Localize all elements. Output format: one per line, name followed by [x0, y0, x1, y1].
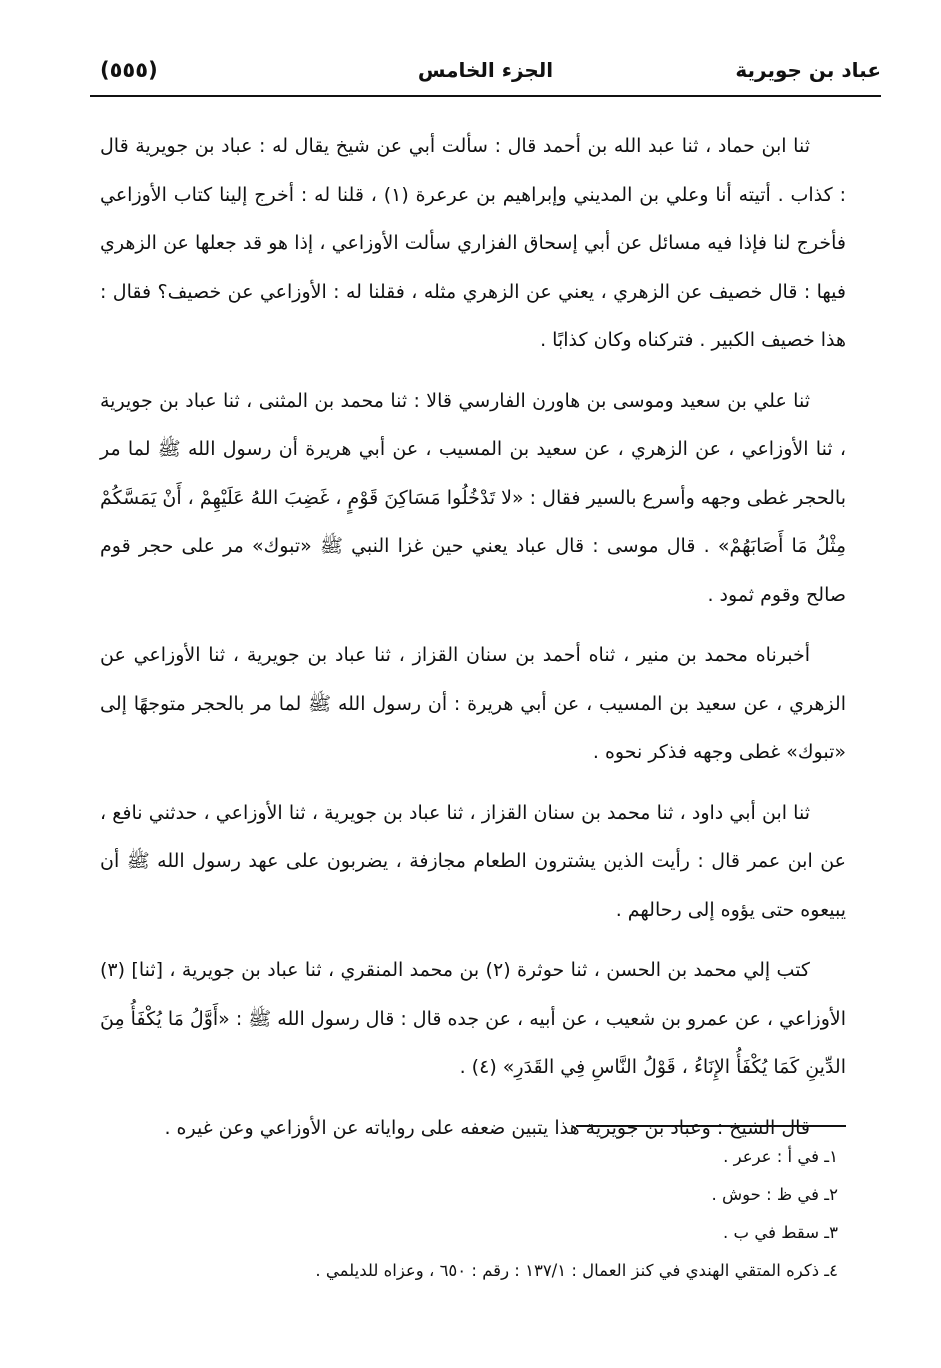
- footnote: ٤ـ ذكره المتقي الهندي في كنز العمال : ١٣٧/١ : رقم : ٦٥٠ ، وعزاه للديلمي .: [315, 1261, 838, 1280]
- paragraph: ثنا ابن أبي داود ، ثنا محمد بن سنان القزاز ، ثنا عباد بن جويرية ، ثنا الأوزاعي ، حدثني نافع ، عن ابن عمر قال : رأيت الذين يشترون الطعام مجازفة ، يضربون على عهد رسول الله ﷺ أن يبيعوه حتى يؤوه إلى رحالهم .: [100, 801, 846, 921]
- main-text: [100, 122, 846, 1152]
- running-title: عباد بن جويرية: [735, 58, 881, 82]
- footnote: ٣ـ سقط في ب .: [723, 1223, 838, 1242]
- page-number: (٥٥٥): [100, 58, 158, 82]
- footnote-divider: [576, 1125, 846, 1127]
- paragraph: ثنا ابن حماد ، ثنا عبد الله بن أحمد قال : سألت أبي عن شيخ يقال له : عباد بن جويرية قال : كذاب . أتيته أنا وعلي بن المديني وإبراهيم بن عرعرة (١) ، قلنا له : أخرج إلينا كتاب الأوزاعي فأخرج لنا فإذا فيه مسائل عن أبي إسحاق الفزاري سألت الأوزاعي ، إذا هو قد جعلها عن الزهري فيها : قال خصيف عن الزهري ، يعني عن الزهري مثله ، فقلنا له : الأوزاعي عن خصيف؟ فقال : هذا خصيف الكبير . فتركناه وكان كذابًا .: [100, 135, 846, 351]
- paragraph: أخبرناه محمد بن منير ، ثناه أحمد بن سنان القزاز ، ثنا عباد بن جويرية ، ثنا الأوزاعي عن الزهري ، عن سعيد بن المسيب ، عن أبي هريرة : أن رسول الله ﷺ لما مر بالحجر متوجهًا إلى «تبوك» غطى وجهه فذكر نحوه .: [100, 644, 846, 763]
- header-divider: [90, 95, 881, 97]
- footnote: ١ـ في أ : عرعر .: [723, 1147, 838, 1166]
- paragraph: كتب إلي محمد بن الحسن ، ثنا حوثرة (٢) بن محمد المنقري ، ثنا عباد بن جويرية ، [ثنا] (٣) الأوزاعي ، عن عمرو بن شعيب ، عن أبيه ، عن جده قال : قال رسول الله ﷺ : «أَوَّلُ مَا يُكْفَأُ مِنَ الدِّينِ كَمَا يُكْفَأُ الإِنَاءُ ، قَوْلُ النَّاسِ فِي القَدَرِ» (٤) .: [100, 959, 846, 1078]
- footnotes: [100, 1138, 846, 1290]
- page-header: [90, 58, 881, 98]
- paragraph: ثنا علي بن سعيد وموسى بن هاورن الفارسي قالا : ثنا محمد بن المثنى ، ثنا عباد بن جويرية ، ثنا الأوزاعي ، عن الزهري ، عن سعيد بن المسيب ، عن أبي هريرة أن رسول الله ﷺ لما مر بالحجر غطى وجهه وأسرع بالسير فقال : «لا تَدْخُلُوا مَسَاكِنَ قَوْمٍ ، غَضِبَ اللهُ عَلَيْهِمْ ، أَنْ يَمَسَّكُمْ مِثْلُ مَا أَصَابَهُمْ» . قال موسى : قال عباد يعني حين غزا النبي ﷺ «تبوك» مر على حجر قوم صالح وقوم ثمود .: [100, 389, 846, 606]
- volume-title: الجزء الخامس: [417, 58, 554, 82]
- footnote: ٢ـ في ظ : حوش .: [711, 1185, 838, 1204]
- paragraph: قال الشيخ : وعباد بن جويرية هذا يتبين ضعفه على رواياته عن الأوزاعي وعن غيره .: [164, 1116, 810, 1139]
